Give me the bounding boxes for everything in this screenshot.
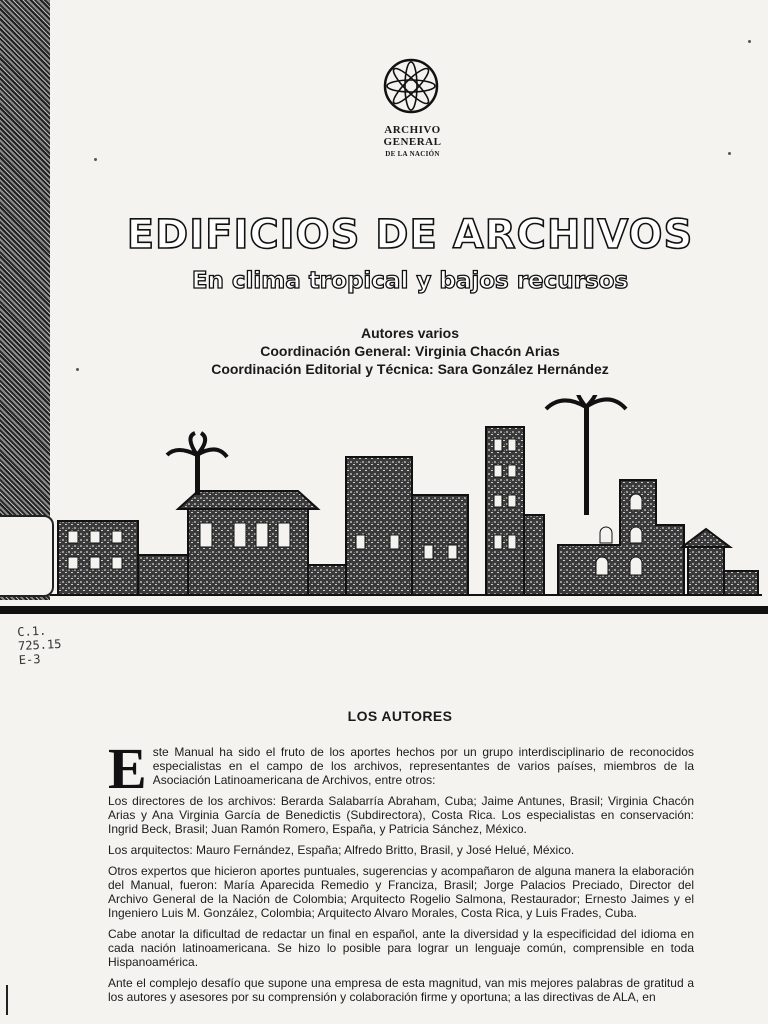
- organization-line-2: GENERAL: [383, 136, 442, 148]
- scan-speck: [748, 40, 751, 43]
- credits-authors: Autores varios: [360, 325, 460, 341]
- paragraph-5: Cabe anotar la dificultad de redactar un final en español, ante la diversidad y la especificidad del idioma en cada nación latinoamericana. Se hizo lo posible para lograr un lenguaje común, comprensible en toda Hispanoamérica.: [108, 927, 694, 969]
- organization-line-3: DE LA NACIÓN: [385, 150, 440, 158]
- body-text: [108, 736, 694, 1011]
- paragraph-1: [108, 736, 694, 801]
- scan-margin-mark: [6, 985, 8, 1015]
- handwritten-line-1: C.1.: [16, 623, 47, 640]
- spine-label: [0, 515, 54, 597]
- paragraph-1-text: ste Manual ha sido el fruto de los aportes hechos por un grupo interdisciplinario de reconocidos especialistas en el campo de los archivos, representantes de varios países, miembros de la Asociación Latinoamericana de Archivos, entre otros:: [152, 745, 694, 787]
- star-emblem-icon: [383, 58, 439, 114]
- paragraph-4: Otros expertos que hicieron aportes puntuales, sugerencias y acompañaron de alguna manera la elaboración del Manual, fueron: María Aparecida Remedio y Franciza, Brasil; Jorge Palacios Preciado, Director del Archivo General de la Nación de Colombia; Arquitecto Rogelio Salmona, Restaurador; Ernesto Jaimes y el Ingeniero Luis M. González, Colombia; Arquitecto Alvaro Morales, Costa Rica, y Luis Frades, Cuba.: [108, 864, 694, 920]
- organization-line-1: ARCHIVO: [384, 124, 441, 136]
- city-skyline-illustration: [50, 395, 762, 607]
- handwritten-line-2: 725.15: [17, 636, 62, 654]
- credits-editorial-coordination: Coordinación Editorial y Técnica: Sara González Hernández: [211, 361, 609, 377]
- scan-speck: [94, 158, 97, 161]
- paragraph-2: Los directores de los archivos: Berarda Salabarría Abraham, Cuba; Jaime Antunes, Brasil; Virginia Chacón Arias y Ana Virginia García de Benedictis (Subdirectora), Costa Rica. Los especialistas en conservación: Ingrid Beck, Brasil; Juan Ramón Romero, España, y Patricia Sánchez, México.: [108, 794, 694, 836]
- book-spine: [0, 0, 50, 600]
- organization-name: [340, 124, 485, 160]
- handwritten-line-3: E-3: [18, 651, 41, 668]
- page-subtitle: En clima tropical y bajos recursos: [191, 268, 629, 294]
- paragraph-6: Ante el complejo desafío que supone una empresa de esta magnitud, van mis mejores palabras de gratitud a los autores y asesores por su comprensión y colaboración firme y oportuna; a las directivas de ALA, en: [108, 976, 694, 1004]
- credits-general-coordination: Coordinación General: Virginia Chacón Arias: [260, 343, 560, 359]
- divider-rule: [0, 606, 768, 614]
- page-title: EDIFICIOS DE ARCHIVOS: [126, 212, 694, 258]
- scan-speck: [76, 368, 79, 371]
- scan-speck: [728, 152, 731, 155]
- credits-block: [160, 324, 660, 378]
- drop-cap: E: [108, 736, 147, 801]
- section-title: LOS AUTORES: [347, 708, 453, 724]
- paragraph-3: Los arquitectos: Mauro Fernández, España; Alfredo Britto, Brasil, y José Helué, México.: [108, 843, 575, 857]
- handwritten-call-number: [17, 619, 139, 667]
